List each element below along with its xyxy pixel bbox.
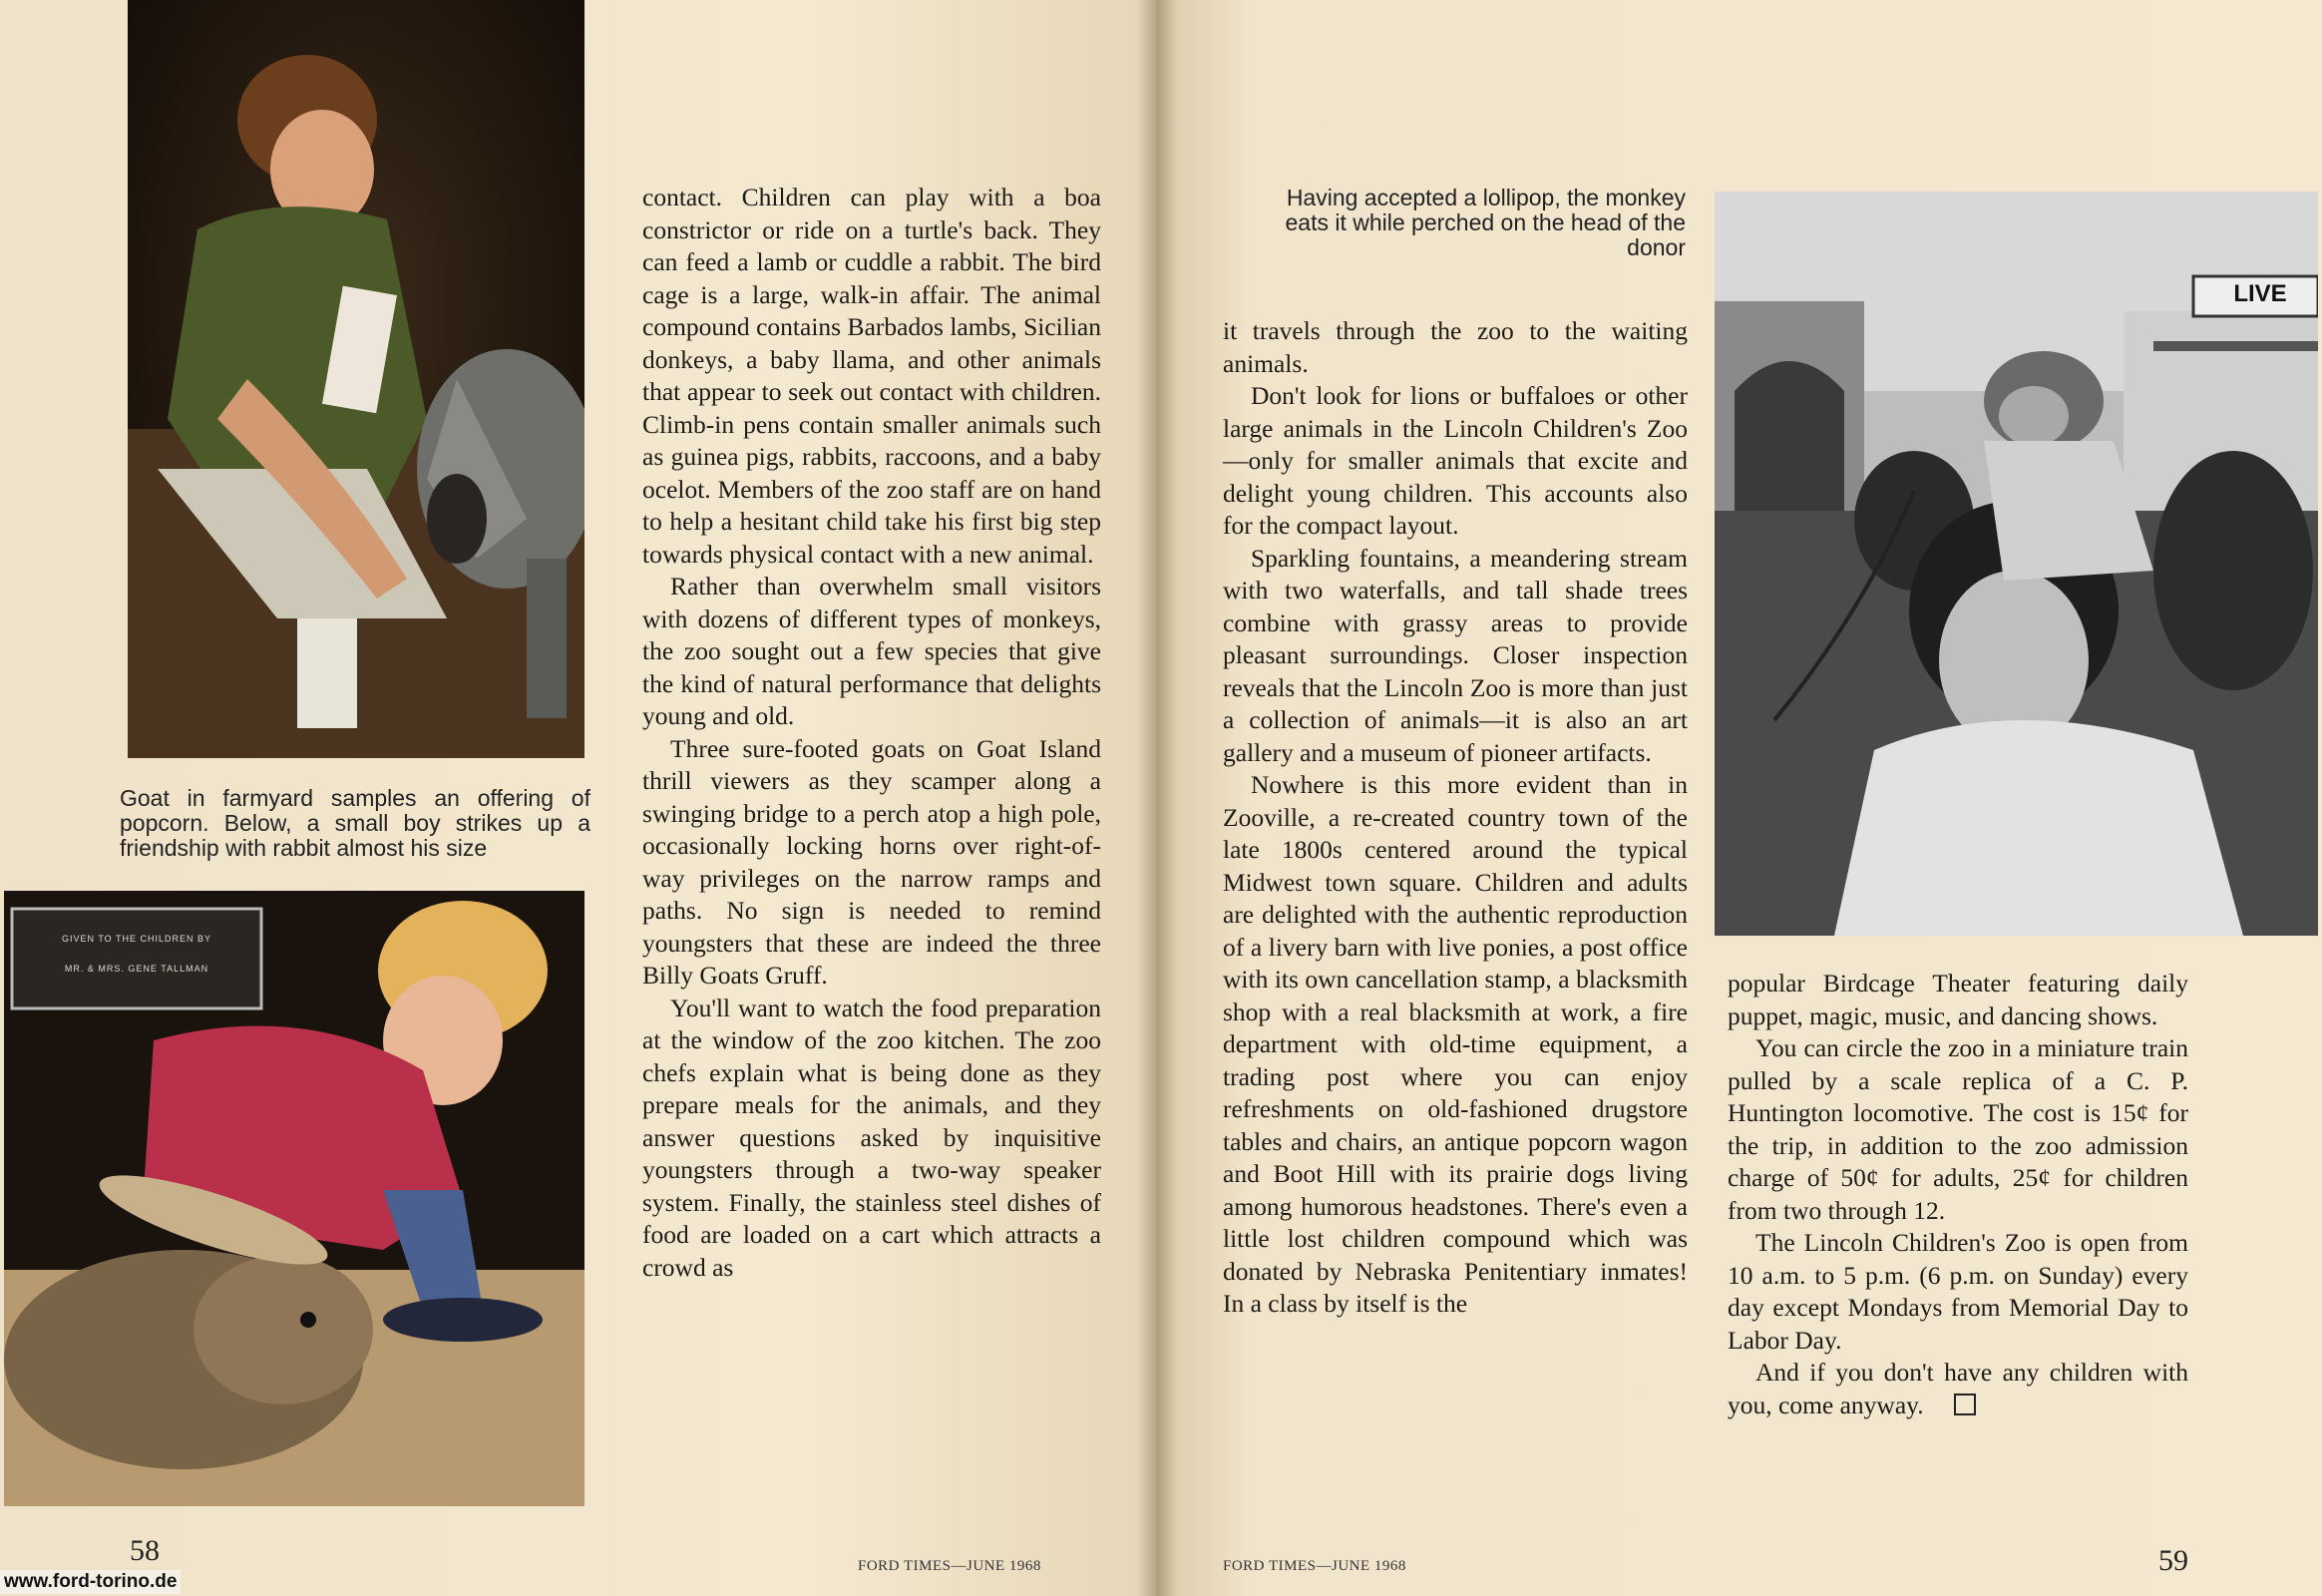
photo-caption-left: Goat in farmyard samples an offering of popcorn. Below, a small boy strikes up a friendship with rabbit almost his size (120, 785, 590, 861)
paragraph: The Lincoln Children's Zoo is open from 10 a.m. to 5 p.m. (6 p.m. on Sunday) every day except Mondays from Memorial Day to Labor Day. (1728, 1228, 2188, 1355)
paragraph: Don't look for lions or buffaloes or other large animals in the Lincoln Children's Zoo—only for smaller animals that excite and delight young children. This accounts also for the compact layout. (1223, 381, 1688, 540)
folio-left: FORD TIMES—JUNE 1968 (858, 1558, 1041, 1574)
right-page (1157, 0, 2322, 1596)
paragraph: Nowhere is this more evident than in Zooville, a re-created country town of the late 1800s centered around the typical Midwest town square. Children and adults are delighted with the authentic reproduction of a livery barn with live ponies, a post office with its own cancellation stamp, a blacksmith shop with a real blacksmith at work, a fire department with old-time equipment, a trading post where you can enjoy refreshments on old-fashioned drugstore tables and chairs, an antique popcorn wagon and Boot Hill with its prairie dogs living among humorous headstones. There's even a little lost children compound which was donated by Nebraska Penitentiary inmates! In a class by itself is the (1223, 770, 1688, 1318)
gutter-shadow (1137, 0, 1177, 1596)
left-column-text (642, 182, 1101, 1284)
plaque-line-1: GIVEN TO THE CHILDREN BY (61, 934, 212, 944)
folio-right: FORD TIMES—JUNE 1968 (1223, 1558, 1406, 1574)
paragraph: popular Birdcage Theater featuring daily puppet, magic, music, and dancing shows. (1728, 969, 2188, 1030)
paragraph: Sparkling fountains, a meandering stream with two waterfalls, and tall shade trees combine with grassy areas to provide pleasant surroundings. Closer inspection reveals that the Lincoln Zoo is more than just a collection of animals—it is also an art gallery and a museum of pioneer artifacts. (1223, 543, 1688, 767)
watermark: www.ford-torino.de (0, 1570, 181, 1594)
paragraph: And if you don't have any children with you, come anyway. (1728, 1358, 2188, 1419)
paragraph: You can circle the zoo in a miniature train pulled by a scale replica of a C. P. Huntington locomotive. The cost is 15¢ for the trip, in addition to the zoo admission charge of 50¢ for adults, 25¢ for children from two through 12. (1728, 1033, 2188, 1225)
paragraph: You'll want to watch the food preparation at the window of the zoo kitchen. The zoo chefs explain what is being done as they prepare meals for the animals, and they answer questions asked by inquisitive youngsters through a two-way speaker system. Finally, the stainless steel dishes of food are loaded on a cart which attracts a crowd as (642, 993, 1101, 1282)
paragraph: contact. Children can play with a boa constrictor or ride on a turtle's back. They can feed a lamb or cuddle a rabbit. The bird cage is a large, walk-in affair. The animal compound contains Barbados lambs, Sicilian donkeys, a baby llama, and other animals that appear to seek out contact with children. Climb-in pens contain smaller animals such as guinea pigs, rabbits, raccoons, and a baby ocelot. Members of the zoo staff are on hand to help a hesitant child take his first big step towards physical contact with a new animal. (642, 183, 1101, 569)
page-number-left: 58 (130, 1534, 160, 1567)
paragraph: it travels through the zoo to the waiting animals. (1223, 316, 1688, 378)
left-page (0, 0, 1157, 1596)
right-column-2-text (1728, 968, 2188, 1421)
photo-boy-feeding-goat (128, 0, 584, 758)
plaque-text (12, 924, 261, 984)
paragraph: Rather than overwhelm small visitors with dozens of different types of monkeys, the zoo sought out a few species that give the kind of natural performance that delights young and old. (642, 572, 1101, 730)
end-mark-icon (1954, 1394, 1976, 1415)
right-column-1-text (1223, 315, 1688, 1321)
page-number-right: 59 (2158, 1544, 2188, 1577)
live-sign: LIVE (2233, 280, 2287, 307)
paragraph: Three sure-footed goats on Goat Island thrill viewers as they scamper along a swinging bridge to a perch atop a high pole, occasionally locking horns over right-of-way privileges on the narrow ramps and paths. No sign is needed to remind youngsters that these are indeed the three Billy Goats Gruff. (642, 733, 1101, 990)
plaque-line-2: MR. & MRS. GENE TALLMAN (64, 964, 209, 974)
photo-caption-right: Having accepted a lollipop, the monkey eats it while perched on the head of the donor (1285, 185, 1686, 260)
